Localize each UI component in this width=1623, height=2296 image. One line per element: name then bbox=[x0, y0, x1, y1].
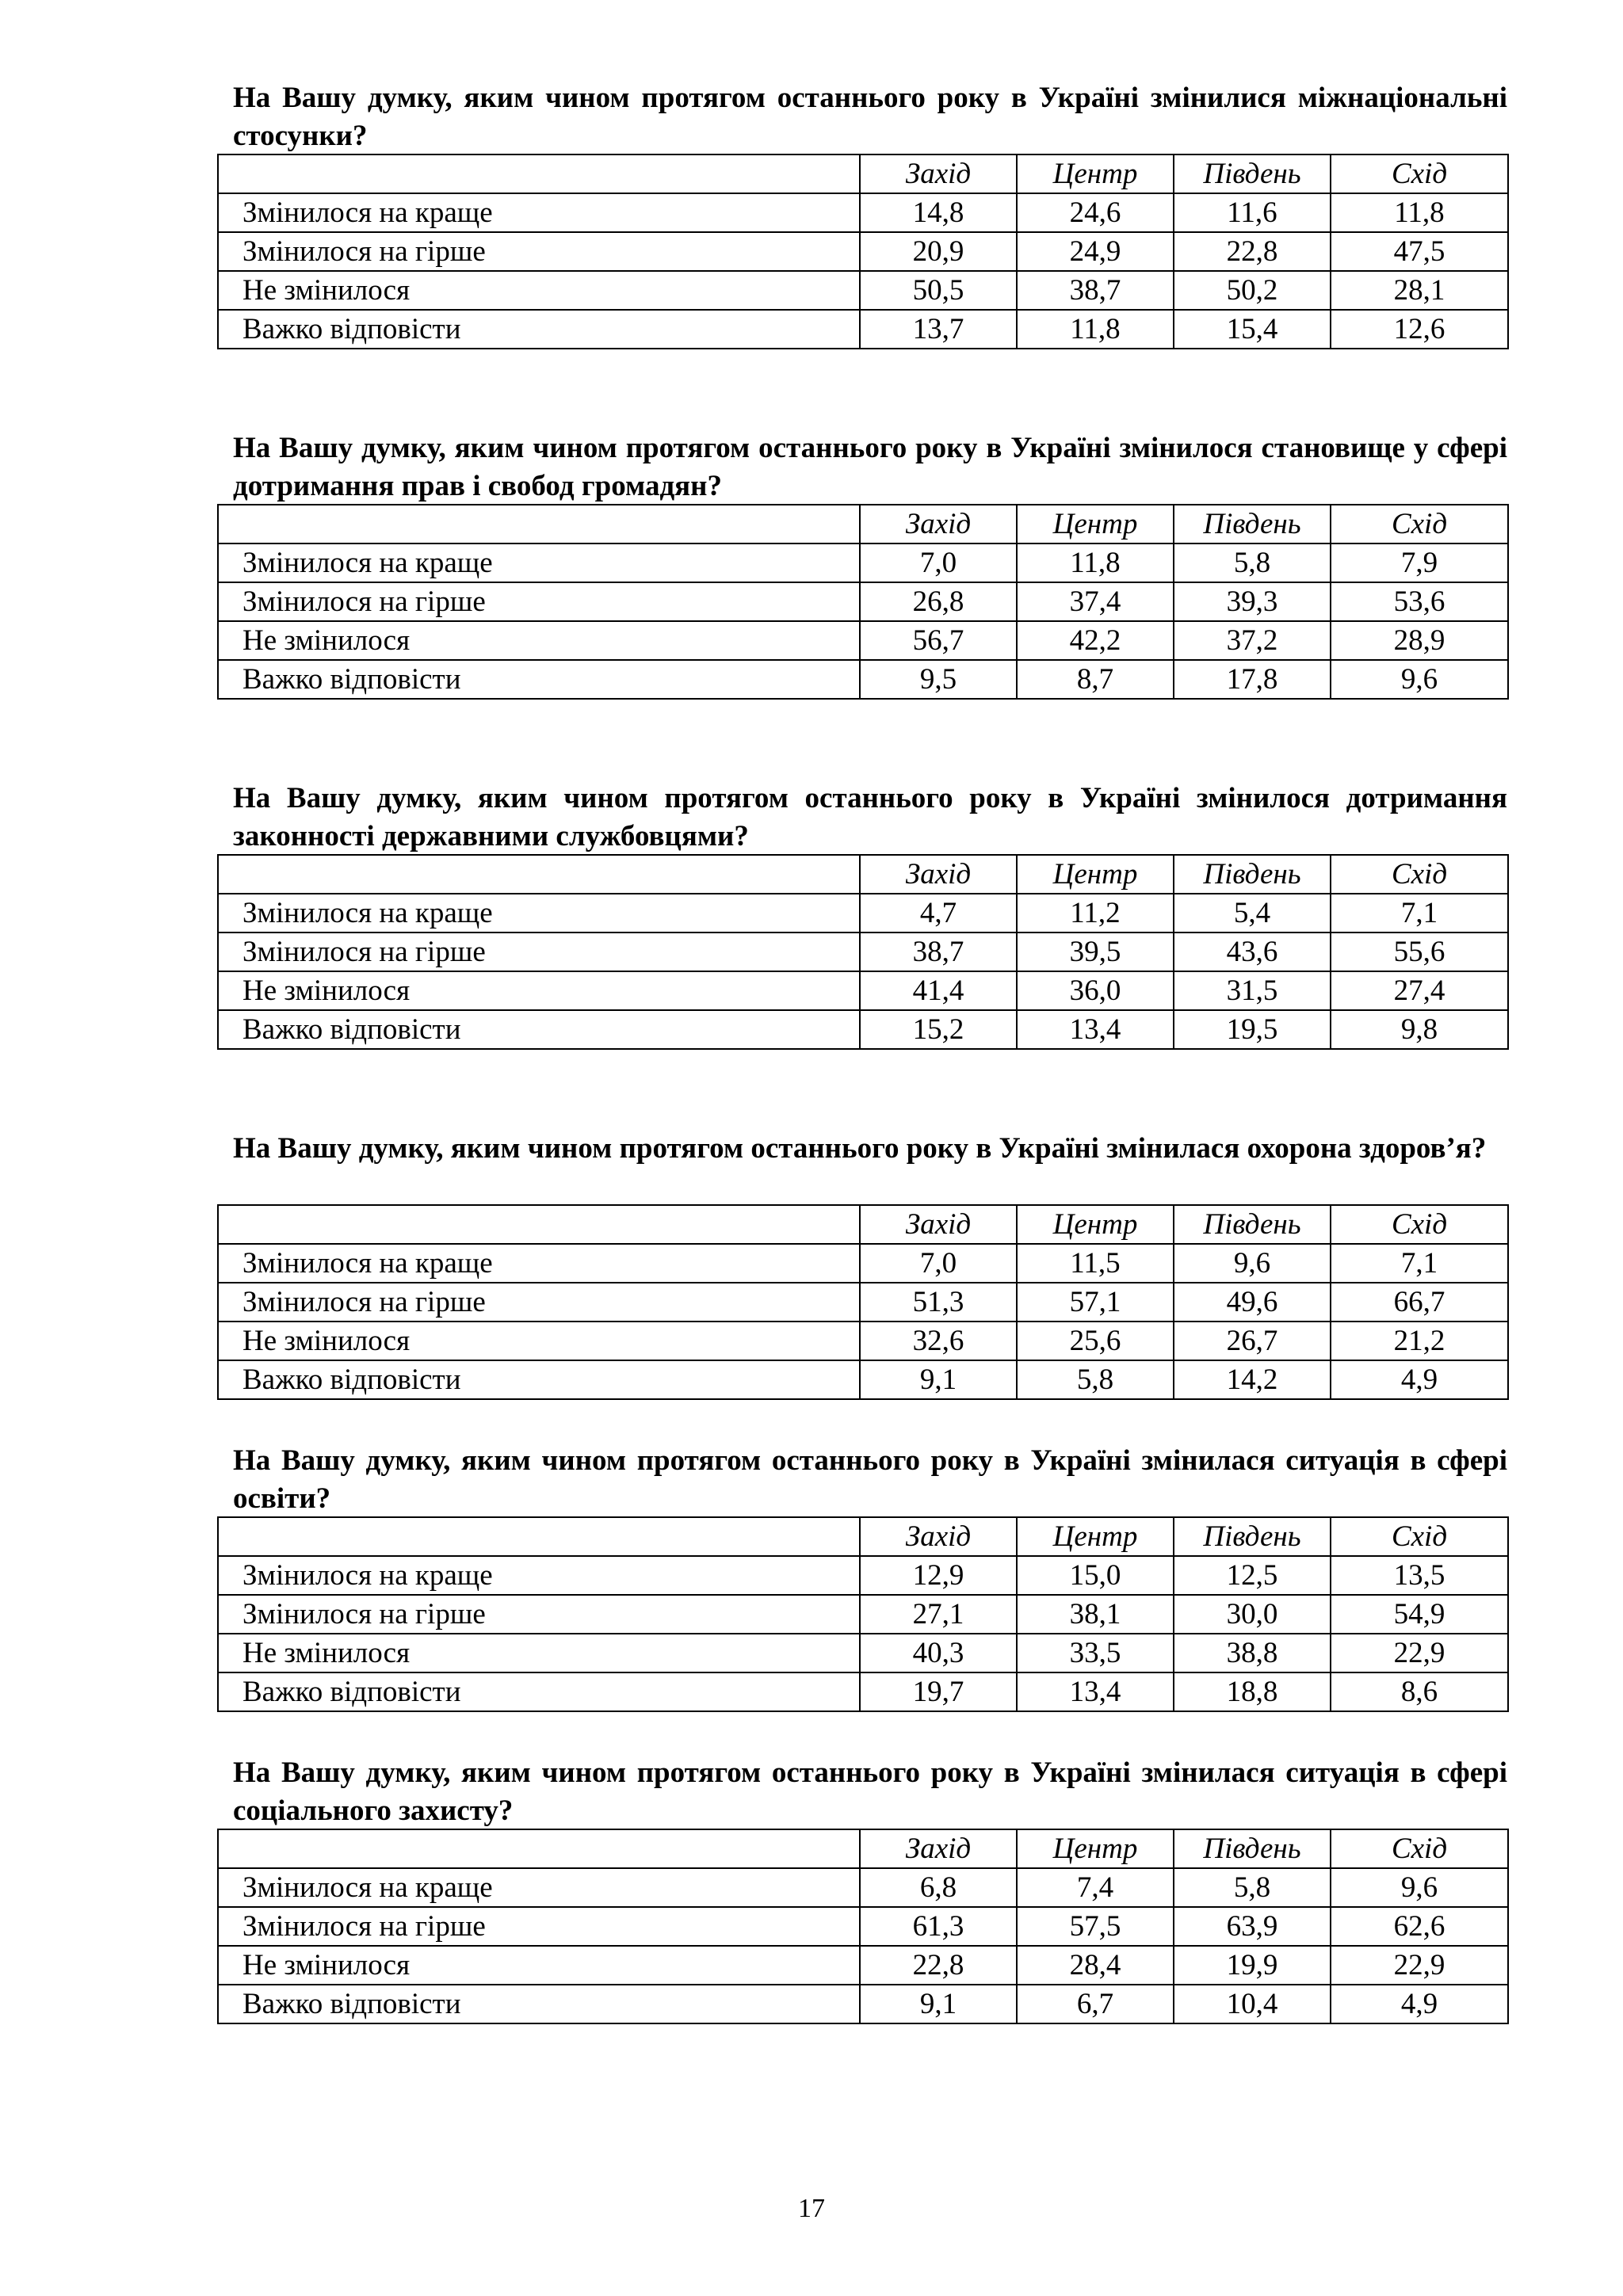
row-label: Важко відповісти bbox=[218, 1360, 860, 1399]
table-row bbox=[218, 1985, 1508, 2023]
table-cell: 19,7 bbox=[860, 1672, 1017, 1711]
row-label: Змінилося на гірше bbox=[218, 1907, 860, 1946]
row-label: Змінилося на краще bbox=[218, 1868, 860, 1907]
row-label: Змінилося на краще bbox=[218, 1556, 860, 1595]
table-cell: 8,6 bbox=[1331, 1672, 1508, 1711]
table-cell: 8,7 bbox=[1017, 660, 1174, 699]
table-cell: 26,7 bbox=[1174, 1322, 1331, 1360]
question-heading: На Вашу думку, яким чином протягом останнього року в Україні змінилася ситуація в сфері освіти? bbox=[233, 1444, 1507, 1515]
row-label: Важко відповісти bbox=[218, 1672, 860, 1711]
table-cell: 26,8 bbox=[860, 582, 1017, 621]
row-label: Змінилося на гірше bbox=[218, 582, 860, 621]
table-row bbox=[218, 1322, 1508, 1360]
table-cell: 11,6 bbox=[1174, 193, 1331, 232]
survey-table bbox=[217, 154, 1509, 349]
column-header-east: Схід bbox=[1331, 855, 1508, 894]
column-header-south: Південь bbox=[1174, 1517, 1331, 1556]
table-cell: 10,4 bbox=[1174, 1985, 1331, 2023]
table-row bbox=[218, 933, 1508, 971]
table-cell: 18,8 bbox=[1174, 1672, 1331, 1711]
table-cell: 15,2 bbox=[860, 1010, 1017, 1049]
table-cell: 63,9 bbox=[1174, 1907, 1331, 1946]
question-heading: На Вашу думку, яким чином протягом останнього року в Україні змінилося дотримання законності державними службовцями? bbox=[233, 782, 1507, 852]
table-row bbox=[218, 971, 1508, 1010]
table-cell: 57,1 bbox=[1017, 1283, 1174, 1322]
table-cell: 43,6 bbox=[1174, 933, 1331, 971]
table-cell: 12,9 bbox=[860, 1556, 1017, 1595]
table-header-row bbox=[218, 505, 1508, 543]
table-cell: 53,6 bbox=[1331, 582, 1508, 621]
table-row bbox=[218, 193, 1508, 232]
table-cell: 7,0 bbox=[860, 1244, 1017, 1283]
table-cell: 51,3 bbox=[860, 1283, 1017, 1322]
table-cell: 19,5 bbox=[1174, 1010, 1331, 1049]
table-cell: 56,7 bbox=[860, 621, 1017, 660]
row-label: Не змінилося bbox=[218, 271, 860, 310]
table-cell: 6,7 bbox=[1017, 1985, 1174, 2023]
table-cell: 42,2 bbox=[1017, 621, 1174, 660]
row-label: Важко відповісти bbox=[218, 310, 860, 349]
table-row bbox=[218, 660, 1508, 699]
table-header-row bbox=[218, 1829, 1508, 1868]
header-blank-cell bbox=[218, 154, 860, 193]
table-cell: 22,8 bbox=[860, 1946, 1017, 1985]
row-label: Не змінилося bbox=[218, 971, 860, 1010]
table-cell: 40,3 bbox=[860, 1634, 1017, 1672]
table-row bbox=[218, 310, 1508, 349]
table-row bbox=[218, 1556, 1508, 1595]
table-cell: 28,4 bbox=[1017, 1946, 1174, 1985]
column-header-east: Схід bbox=[1331, 1205, 1508, 1244]
column-header-center: Центр bbox=[1017, 1829, 1174, 1868]
table-cell: 9,1 bbox=[860, 1360, 1017, 1399]
column-header-south: Південь bbox=[1174, 505, 1331, 543]
survey-table bbox=[217, 854, 1509, 1050]
table-cell: 66,7 bbox=[1331, 1283, 1508, 1322]
question-heading: На Вашу думку, яким чином протягом останнього року в Україні змінилася ситуація в сфері соціального захисту? bbox=[233, 1756, 1507, 1827]
table-cell: 4,9 bbox=[1331, 1985, 1508, 2023]
column-header-south: Південь bbox=[1174, 1829, 1331, 1868]
row-label: Змінилося на гірше bbox=[218, 933, 860, 971]
table-cell: 9,6 bbox=[1331, 1868, 1508, 1907]
table-cell: 11,5 bbox=[1017, 1244, 1174, 1283]
column-header-center: Центр bbox=[1017, 154, 1174, 193]
row-label: Не змінилося bbox=[218, 621, 860, 660]
table-cell: 4,9 bbox=[1331, 1360, 1508, 1399]
table-cell: 54,9 bbox=[1331, 1595, 1508, 1634]
table-cell: 37,2 bbox=[1174, 621, 1331, 660]
table-cell: 38,7 bbox=[1017, 271, 1174, 310]
table-cell: 25,6 bbox=[1017, 1322, 1174, 1360]
table-cell: 61,3 bbox=[860, 1907, 1017, 1946]
table-cell: 49,6 bbox=[1174, 1283, 1331, 1322]
column-header-center: Центр bbox=[1017, 1205, 1174, 1244]
header-blank-cell bbox=[218, 1205, 860, 1244]
header-blank-cell bbox=[218, 1517, 860, 1556]
table-cell: 9,1 bbox=[860, 1985, 1017, 2023]
column-header-south: Південь bbox=[1174, 1205, 1331, 1244]
table-cell: 22,9 bbox=[1331, 1946, 1508, 1985]
table-cell: 11,2 bbox=[1017, 894, 1174, 933]
table-cell: 38,7 bbox=[860, 933, 1017, 971]
table-row bbox=[218, 1595, 1508, 1634]
table-cell: 5,8 bbox=[1174, 1868, 1331, 1907]
table-cell: 57,5 bbox=[1017, 1907, 1174, 1946]
table-cell: 15,4 bbox=[1174, 310, 1331, 349]
table-cell: 24,6 bbox=[1017, 193, 1174, 232]
row-label: Змінилося на краще bbox=[218, 894, 860, 933]
column-header-east: Схід bbox=[1331, 505, 1508, 543]
table-cell: 39,5 bbox=[1017, 933, 1174, 971]
header-blank-cell bbox=[218, 505, 860, 543]
table-cell: 28,9 bbox=[1331, 621, 1508, 660]
table-cell: 9,5 bbox=[860, 660, 1017, 699]
table-cell: 50,5 bbox=[860, 271, 1017, 310]
table-cell: 14,2 bbox=[1174, 1360, 1331, 1399]
table-row bbox=[218, 271, 1508, 310]
table-cell: 30,0 bbox=[1174, 1595, 1331, 1634]
table-cell: 27,1 bbox=[860, 1595, 1017, 1634]
table-row bbox=[218, 1283, 1508, 1322]
table-row bbox=[218, 1946, 1508, 1985]
column-header-west: Захід bbox=[860, 1205, 1017, 1244]
table-row bbox=[218, 1634, 1508, 1672]
table-cell: 13,4 bbox=[1017, 1010, 1174, 1049]
table-cell: 12,6 bbox=[1331, 310, 1508, 349]
table-cell: 31,5 bbox=[1174, 971, 1331, 1010]
table-row bbox=[218, 582, 1508, 621]
table-cell: 47,5 bbox=[1331, 232, 1508, 271]
table-cell: 22,9 bbox=[1331, 1634, 1508, 1672]
row-label: Змінилося на краще bbox=[218, 193, 860, 232]
page-number: 17 bbox=[798, 2194, 825, 2223]
table-cell: 5,8 bbox=[1017, 1360, 1174, 1399]
table-cell: 9,6 bbox=[1331, 660, 1508, 699]
table-cell: 7,9 bbox=[1331, 543, 1508, 582]
row-label: Змінилося на гірше bbox=[218, 232, 860, 271]
table-row bbox=[218, 894, 1508, 933]
table-cell: 7,0 bbox=[860, 543, 1017, 582]
row-label: Важко відповісти bbox=[218, 1010, 860, 1049]
table-cell: 15,0 bbox=[1017, 1556, 1174, 1595]
table-cell: 9,6 bbox=[1174, 1244, 1331, 1283]
question-heading: На Вашу думку, яким чином протягом останнього року в Україні змінилося становище у сфері дотримання прав і свобод громадян? bbox=[233, 432, 1507, 502]
table-cell: 38,8 bbox=[1174, 1634, 1331, 1672]
table-row bbox=[218, 543, 1508, 582]
table-cell: 11,8 bbox=[1331, 193, 1508, 232]
table-cell: 17,8 bbox=[1174, 660, 1331, 699]
row-label: Змінилося на гірше bbox=[218, 1283, 860, 1322]
question-heading: На Вашу думку, яким чином протягом останнього року в Україні змінилися міжнаціональні стосунки? bbox=[233, 82, 1507, 152]
table-cell: 9,8 bbox=[1331, 1010, 1508, 1049]
column-header-west: Захід bbox=[860, 1517, 1017, 1556]
table-cell: 13,5 bbox=[1331, 1556, 1508, 1595]
table-row bbox=[218, 1868, 1508, 1907]
table-row bbox=[218, 1010, 1508, 1049]
question-heading: На Вашу думку, яким чином протягом останнього року в Україні змінилася охорона здоров’я? bbox=[233, 1132, 1487, 1165]
table-cell: 33,5 bbox=[1017, 1634, 1174, 1672]
row-label: Змінилося на гірше bbox=[218, 1595, 860, 1634]
table-row bbox=[218, 621, 1508, 660]
table-header-row bbox=[218, 1517, 1508, 1556]
row-label: Не змінилося bbox=[218, 1946, 860, 1985]
table-cell: 5,8 bbox=[1174, 543, 1331, 582]
column-header-east: Схід bbox=[1331, 154, 1508, 193]
table-row bbox=[218, 1672, 1508, 1711]
table-header-row bbox=[218, 855, 1508, 894]
column-header-west: Захід bbox=[860, 505, 1017, 543]
table-cell: 6,8 bbox=[860, 1868, 1017, 1907]
row-label: Змінилося на краще bbox=[218, 1244, 860, 1283]
table-row bbox=[218, 232, 1508, 271]
table-row bbox=[218, 1244, 1508, 1283]
table-cell: 11,8 bbox=[1017, 310, 1174, 349]
table-cell: 22,8 bbox=[1174, 232, 1331, 271]
table-cell: 11,8 bbox=[1017, 543, 1174, 582]
table-cell: 41,4 bbox=[860, 971, 1017, 1010]
table-row bbox=[218, 1907, 1508, 1946]
survey-table bbox=[217, 504, 1509, 700]
table-cell: 20,9 bbox=[860, 232, 1017, 271]
table-cell: 12,5 bbox=[1174, 1556, 1331, 1595]
survey-table bbox=[217, 1204, 1509, 1400]
header-blank-cell bbox=[218, 855, 860, 894]
header-blank-cell bbox=[218, 1829, 860, 1868]
row-label: Не змінилося bbox=[218, 1634, 860, 1672]
column-header-center: Центр bbox=[1017, 505, 1174, 543]
table-cell: 7,1 bbox=[1331, 1244, 1508, 1283]
table-cell: 5,4 bbox=[1174, 894, 1331, 933]
column-header-south: Південь bbox=[1174, 154, 1331, 193]
table-cell: 24,9 bbox=[1017, 232, 1174, 271]
column-header-west: Захід bbox=[860, 855, 1017, 894]
column-header-center: Центр bbox=[1017, 1517, 1174, 1556]
table-cell: 19,9 bbox=[1174, 1946, 1331, 1985]
table-cell: 36,0 bbox=[1017, 971, 1174, 1010]
table-cell: 62,6 bbox=[1331, 1907, 1508, 1946]
table-cell: 7,4 bbox=[1017, 1868, 1174, 1907]
column-header-east: Схід bbox=[1331, 1829, 1508, 1868]
row-label: Важко відповісти bbox=[218, 660, 860, 699]
table-cell: 28,1 bbox=[1331, 271, 1508, 310]
table-cell: 38,1 bbox=[1017, 1595, 1174, 1634]
table-row bbox=[218, 1360, 1508, 1399]
table-cell: 14,8 bbox=[860, 193, 1017, 232]
table-cell: 32,6 bbox=[860, 1322, 1017, 1360]
table-cell: 55,6 bbox=[1331, 933, 1508, 971]
row-label: Змінилося на краще bbox=[218, 543, 860, 582]
table-cell: 37,4 bbox=[1017, 582, 1174, 621]
table-header-row bbox=[218, 154, 1508, 193]
survey-table bbox=[217, 1829, 1509, 2024]
column-header-south: Південь bbox=[1174, 855, 1331, 894]
table-cell: 21,2 bbox=[1331, 1322, 1508, 1360]
column-header-west: Захід bbox=[860, 1829, 1017, 1868]
survey-table bbox=[217, 1516, 1509, 1712]
column-header-center: Центр bbox=[1017, 855, 1174, 894]
table-cell: 27,4 bbox=[1331, 971, 1508, 1010]
row-label: Не змінилося bbox=[218, 1322, 860, 1360]
row-label: Важко відповісти bbox=[218, 1985, 860, 2023]
table-cell: 13,7 bbox=[860, 310, 1017, 349]
table-cell: 13,4 bbox=[1017, 1672, 1174, 1711]
table-cell: 50,2 bbox=[1174, 271, 1331, 310]
table-cell: 39,3 bbox=[1174, 582, 1331, 621]
column-header-east: Схід bbox=[1331, 1517, 1508, 1556]
column-header-west: Захід bbox=[860, 154, 1017, 193]
table-cell: 7,1 bbox=[1331, 894, 1508, 933]
table-header-row bbox=[218, 1205, 1508, 1244]
table-cell: 4,7 bbox=[860, 894, 1017, 933]
